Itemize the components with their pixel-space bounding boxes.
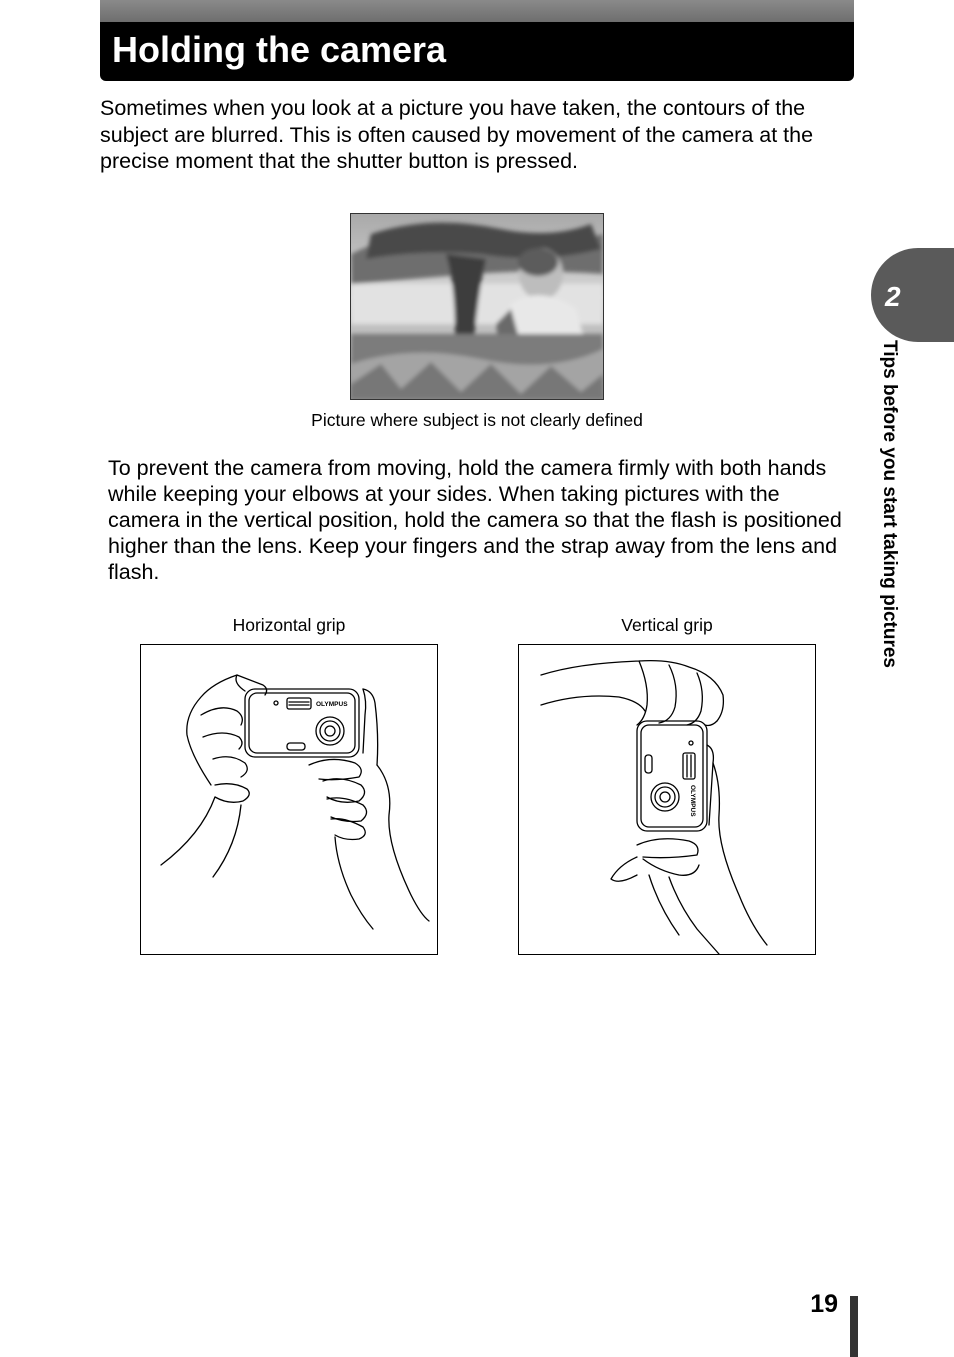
blurred-photo [350, 213, 604, 400]
chapter-tab [871, 248, 954, 342]
section-header [100, 0, 854, 81]
page-title: Holding the camera [112, 29, 447, 70]
page-edge-bar [850, 1296, 858, 1357]
chapter-number: 2 [885, 281, 901, 312]
vertical-grip-label: Vertical grip [621, 615, 713, 635]
horizontal-camera-brand: OLYMPUS [316, 701, 348, 708]
horizontal-grip-label: Horizontal grip [232, 615, 346, 635]
photo-caption: Picture where subject is not clearly defined [311, 410, 643, 430]
page-number: 19 [810, 1290, 838, 1318]
intro-paragraph: Sometimes when you look at a picture you have taken, the contours of the subject are blurred. This is often caused by movement of the camera at the precise moment that the shutter button is pressed. [100, 96, 814, 173]
header-top-strip [100, 0, 854, 22]
vertical-camera-brand: OLYMPUS [689, 785, 696, 817]
instructions-paragraph: To prevent the camera from moving, hold the camera firmly with both hands while keeping your elbows at your sides. When taking pictures with the camera in the vertical position, hold the camera so that the flash is positioned higher than the lens. Keep your fingers and the strap away from the lens and flash. [108, 456, 842, 584]
horizontal-grip-illustration [140, 644, 438, 955]
vertical-grip-illustration [518, 644, 816, 955]
chapter-title: Tips before you start taking pictures [879, 340, 900, 669]
